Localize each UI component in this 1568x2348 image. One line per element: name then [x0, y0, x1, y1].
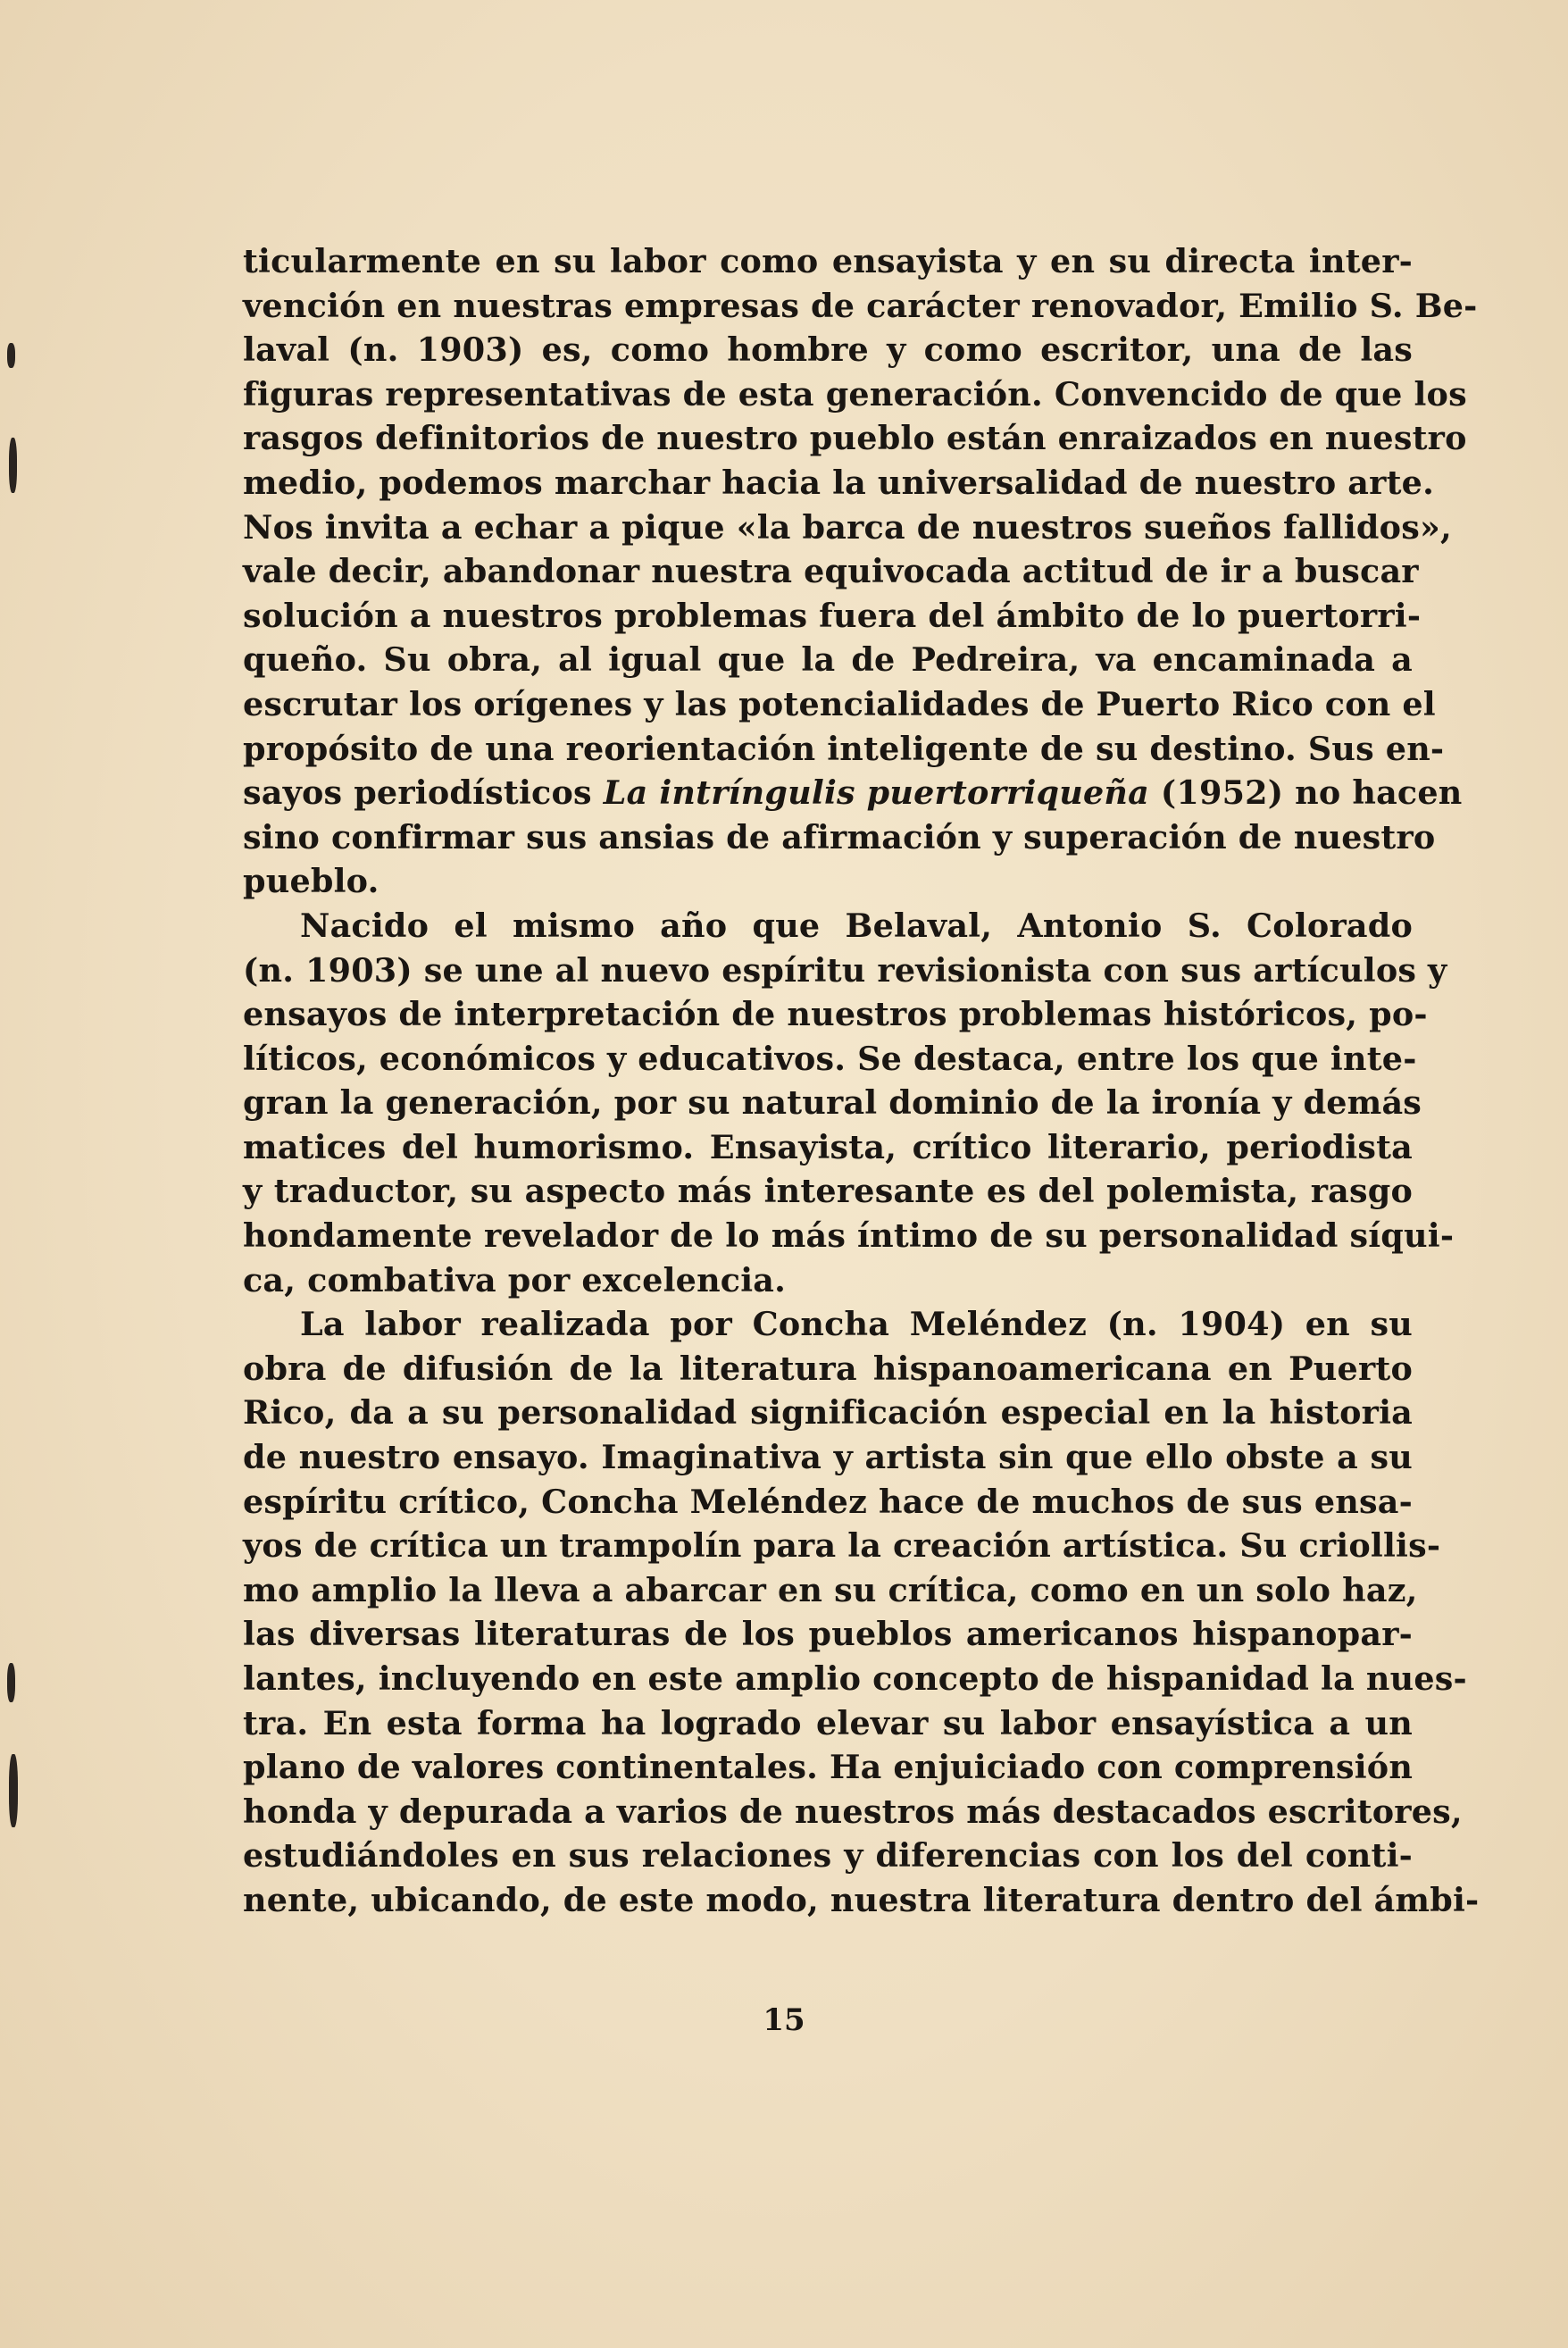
text-line-31: mo amplio la lleva a abarcar en su crítica, como en un solo haz, — [243, 1570, 1418, 1609]
text-line-36: honda y depurada a varios de nuestros más destacados escritores, — [243, 1792, 1463, 1831]
text-line-35: plano de valores continentales. Ha enjuiciado con comprensión — [243, 1748, 1414, 1787]
binding-mark-top-1 — [7, 343, 15, 368]
text-line-25: La labor realizada por Concha Meléndez (n. 1904) en su — [300, 1305, 1413, 1344]
text-line-1: ticularmente en su labor como ensayista y en su directa inter- — [243, 242, 1413, 280]
text-line-34: tra. En esta forma ha logrado elevar su labor ensayística a un — [243, 1703, 1413, 1742]
text-line-27: Rico, da a su personalidad significación especial en la historia — [243, 1393, 1413, 1433]
text-line-23: hondamente revelador de lo más íntimo de su personalidad síqui- — [243, 1216, 1455, 1256]
text-line-7: Nos invita a echar a pique «la barca de nuestros sueños fallidos», — [243, 507, 1452, 547]
text-line-12: propósito de una reorientación inteligente de su destino. Sus en- — [243, 729, 1445, 768]
text-line-11: escrutar los orígenes y las potencialidades de Puerto Rico con el — [243, 684, 1436, 723]
text-line-9: solución a nuestros problemas fuera del ámbito de lo puertorri- — [243, 596, 1422, 635]
text-line-3: laval (n. 1903) es, como hombre y como escritor, una de las — [243, 330, 1413, 370]
text-line-30: yos de crítica un trampolín para la creación artística. Su criollis- — [243, 1526, 1441, 1566]
page-number: 15 — [763, 2002, 805, 2038]
text-line-14: sino confirmar sus ansias de afirmación y superación de nuestro — [243, 817, 1436, 856]
text-line-13-end: (1952) no hacen — [1160, 773, 1463, 813]
binding-mark-top-2 — [9, 438, 17, 493]
body-text — [243, 239, 1480, 1923]
text-line-18: ensayos de interpretación de nuestros problemas históricos, po- — [243, 995, 1428, 1034]
text-line-15: pueblo. — [243, 862, 379, 901]
text-line-20: gran la generación, por su natural dominio de la ironía y demás — [243, 1083, 1422, 1123]
text-line-26: obra de difusión de la literatura hispanoamericana en Puerto — [243, 1349, 1413, 1388]
text-line-5: rasgos definitorios de nuestro pueblo están enraizados en nuestro — [243, 419, 1467, 458]
text-line-24: ca, combativa por excelencia. — [243, 1260, 787, 1299]
text-line-19: líticos, económicos y educativos. Se destaca, entre los que inte- — [243, 1039, 1417, 1078]
text-line-13-start: sayos periodísticos — [243, 773, 592, 813]
text-line-17: (n. 1903) se une al nuevo espíritu revisionista con sus artículos y — [243, 950, 1447, 990]
text-line-28: de nuestro ensayo. Imaginativa y artista sin que ello obste a su — [243, 1438, 1413, 1477]
text-line-32: las diversas literaturas de los pueblos americanos hispanopar- — [243, 1615, 1413, 1654]
text-line-22: y traductor, su aspecto más interesante es del polemista, rasgo — [243, 1172, 1413, 1211]
text-line-6: medio, podemos marchar hacia la universalidad de nuestro arte. — [243, 463, 1434, 502]
text-line-8: vale decir, abandonar nuestra equivocada actitud de ir a buscar — [243, 552, 1419, 591]
book-title: La intríngulis puertorriqueña — [603, 773, 1149, 813]
text-line-29: espíritu crítico, Concha Meléndez hace de muchos de sus ensa- — [243, 1482, 1413, 1521]
text-line-4: figuras representativas de esta generación. Convencido de que los — [243, 374, 1467, 414]
text-line-16: Nacido el mismo año que Belaval, Antonio S. Colorado — [300, 906, 1413, 945]
text-line-2: vención en nuestras empresas de carácter renovador, Emilio S. Be- — [243, 286, 1478, 325]
text-line-33: lantes, incluyendo en este amplio concepto de hispanidad la nues- — [243, 1659, 1467, 1698]
text-line-37: estudiándoles en sus relaciones y diferencias con los del conti- — [243, 1836, 1413, 1876]
text-line-38: nente, ubicando, de este modo, nuestra literatura dentro del ámbi- — [243, 1880, 1480, 1919]
text-line-21: matices del humorismo. Ensayista, crítico literario, periodista — [243, 1127, 1413, 1166]
text-line-10: queño. Su obra, al igual que la de Pedreira, va encaminada a — [243, 640, 1413, 680]
binding-mark-bottom-2 — [9, 1754, 18, 1827]
binding-mark-bottom-1 — [7, 1663, 15, 1702]
text-line-13 — [243, 771, 1463, 815]
